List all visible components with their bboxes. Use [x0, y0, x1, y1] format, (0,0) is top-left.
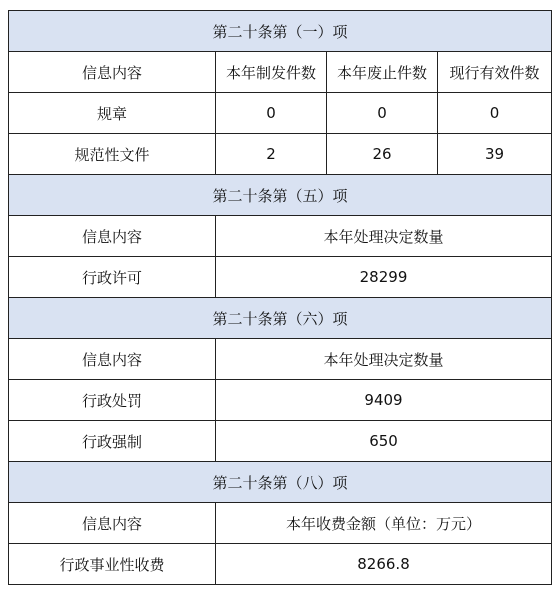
column-header-fees: 本年收费金额（单位：万元）: [216, 503, 552, 544]
column-header-info: 信息内容: [9, 503, 216, 544]
row-label: 行政强制: [9, 421, 216, 462]
column-header-decisions: 本年处理决定数量: [216, 216, 552, 257]
cell-value: 0: [216, 93, 327, 134]
cell-value: 8266.8: [216, 544, 552, 585]
section-title: 第二十条第（五）项: [9, 175, 552, 216]
section-header-row: [9, 298, 552, 339]
cell-value: 39: [438, 134, 552, 175]
table-row: [9, 134, 552, 175]
column-header-row: [9, 52, 552, 93]
table-row: [9, 380, 552, 421]
row-label: 行政许可: [9, 257, 216, 298]
table-row: [9, 257, 552, 298]
cell-value: 0: [327, 93, 438, 134]
column-header-row: [9, 339, 552, 380]
cell-value: 26: [327, 134, 438, 175]
section-header-row: [9, 462, 552, 503]
column-header-info: 信息内容: [9, 339, 216, 380]
section-title: 第二十条第（八）项: [9, 462, 552, 503]
section-title: 第二十条第（六）项: [9, 298, 552, 339]
column-header-info: 信息内容: [9, 52, 216, 93]
column-header-issued: 本年制发件数: [216, 52, 327, 93]
section-header-row: [9, 11, 552, 52]
disclosure-table: [8, 10, 552, 585]
row-label: 行政事业性收费: [9, 544, 216, 585]
column-header-row: [9, 503, 552, 544]
row-label: 规范性文件: [9, 134, 216, 175]
cell-value: 2: [216, 134, 327, 175]
row-label: 规章: [9, 93, 216, 134]
table-row: [9, 421, 552, 462]
table-row: [9, 544, 552, 585]
row-label: 行政处罚: [9, 380, 216, 421]
column-header-effective: 现行有效件数: [438, 52, 552, 93]
section-header-row: [9, 175, 552, 216]
cell-value: 28299: [216, 257, 552, 298]
column-header-decisions: 本年处理决定数量: [216, 339, 552, 380]
cell-value: 0: [438, 93, 552, 134]
table-row: [9, 93, 552, 134]
cell-value: 9409: [216, 380, 552, 421]
cell-value: 650: [216, 421, 552, 462]
column-header-row: [9, 216, 552, 257]
column-header-abolished: 本年废止件数: [327, 52, 438, 93]
column-header-info: 信息内容: [9, 216, 216, 257]
section-title: 第二十条第（一）项: [9, 11, 552, 52]
